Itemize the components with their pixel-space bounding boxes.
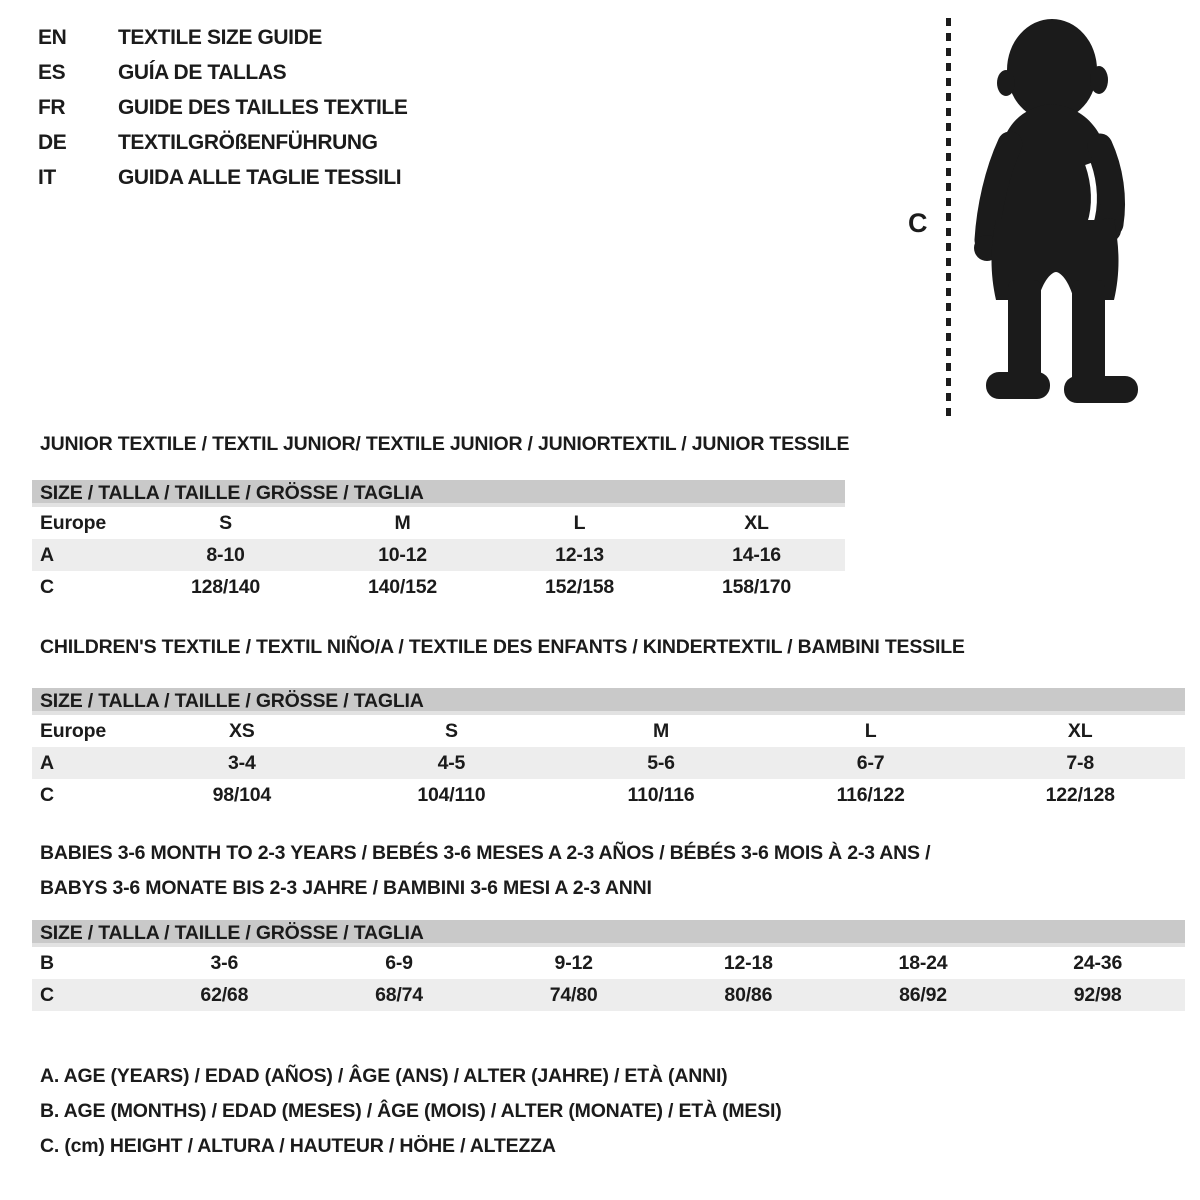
section-heading-children [32, 635, 1185, 659]
size-value: 62/68 [200, 984, 249, 1006]
table-row-c [32, 979, 1185, 1011]
size-value: 9-12 [554, 952, 593, 974]
row-label: B [40, 952, 54, 974]
size-table-babies [32, 920, 1185, 1011]
language-code: FR [38, 96, 66, 119]
size-value: 5-6 [647, 752, 675, 774]
table-row-b [32, 947, 1185, 979]
size-value: 10-12 [378, 544, 427, 566]
size-value: XL [744, 512, 769, 534]
table-row-europe [32, 507, 845, 539]
legend [32, 1059, 1185, 1164]
guide-title: GUIDA ALLE TAGLIE TESSILI [118, 166, 402, 189]
guide-title: TEXTILE SIZE GUIDE [118, 26, 322, 49]
language-title-list [38, 26, 407, 201]
size-value: 18-24 [898, 952, 948, 974]
row-label: C [40, 784, 54, 806]
heading-line: BABYS 3-6 MONATE BIS 2-3 JAHRE / BAMBINI 3-6 MESI A 2-3 ANNI [40, 877, 652, 899]
guide-title: GUIDE DES TAILLES TEXTILE [118, 96, 408, 119]
size-table-children [32, 688, 1185, 811]
section-babies [32, 836, 1185, 1011]
language-row-fr [38, 96, 407, 131]
row-label: A [40, 544, 54, 566]
size-value: 98/104 [212, 784, 272, 806]
size-value: 104/110 [417, 784, 486, 806]
legend-line: B. AGE (MONTHS) / EDAD (MESES) / ÂGE (MOIS) / ALTER (MONATE) / ETÀ (MESI) [40, 1100, 782, 1122]
row-label: Europe [40, 512, 106, 534]
size-table-junior [32, 480, 845, 603]
language-row-de [38, 131, 407, 166]
size-value: 158/170 [721, 576, 792, 598]
table-header: SIZE / TALLA / TAILLE / GRÖSSE / TAGLIA [32, 480, 845, 507]
row-label: A [40, 752, 54, 774]
size-value: S [219, 512, 232, 534]
size-value: XL [1067, 720, 1093, 742]
language-code: DE [38, 131, 67, 154]
size-value: 3-6 [210, 952, 239, 974]
language-code: IT [38, 166, 56, 189]
section-heading-junior [32, 432, 1185, 456]
size-value: 116/122 [836, 784, 905, 806]
heading-line: CHILDREN'S TEXTILE / TEXTIL NIÑO/A / TEXTILE DES ENFANTS / KINDERTEXTIL / BAMBINI TESSILE [40, 636, 965, 658]
legend-line: A. AGE (YEARS) / EDAD (AÑOS) / ÂGE (ANS) / ALTER (JAHRE) / ETÀ (ANNI) [40, 1065, 728, 1087]
size-value: 140/152 [367, 576, 438, 598]
size-value: 6-9 [385, 952, 413, 974]
table-row-c [32, 779, 1185, 811]
heading-line: BABIES 3-6 MONTH TO 2-3 YEARS / BEBÉS 3-6 MESES A 2-3 AÑOS / BÉBÉS 3-6 MOIS À 2-3 ANS / [40, 842, 931, 864]
language-code: ES [38, 61, 66, 84]
size-value: 7-8 [1066, 752, 1094, 774]
guide-title: TEXTILGRÖßENFÜHRUNG [118, 131, 378, 154]
row-label: C [40, 984, 54, 1006]
size-value: 86/92 [899, 984, 947, 1006]
section-heading-babies [32, 836, 1185, 906]
section-children [32, 635, 1185, 811]
language-row-es [38, 61, 407, 96]
size-value: 14-16 [732, 544, 781, 566]
legend-line: C. (cm) HEIGHT / ALTURA / HAUTEUR / HÖHE / ALTEZZA [40, 1135, 556, 1157]
size-value: 80/86 [724, 984, 773, 1006]
size-value: 12-13 [555, 544, 604, 566]
language-code: EN [38, 26, 67, 49]
size-value: L [864, 720, 877, 742]
toddler-silhouette-icon [962, 12, 1147, 412]
size-value: 6-7 [856, 752, 885, 774]
size-value: 8-10 [206, 544, 245, 566]
table-row-europe [32, 715, 1185, 747]
size-value: 128/140 [190, 576, 261, 598]
table-row-a [32, 539, 845, 571]
row-label: C [40, 576, 54, 598]
size-value: 110/116 [627, 784, 695, 806]
guide-title: GUÍA DE TALLAS [118, 61, 287, 84]
size-value: M [652, 720, 670, 742]
size-value: 12-18 [723, 952, 773, 974]
table-header: SIZE / TALLA / TAILLE / GRÖSSE / TAGLIA [32, 688, 1185, 715]
height-dashed-line [946, 18, 951, 416]
language-row-it [38, 166, 407, 201]
size-value: S [444, 720, 458, 742]
heading-line: JUNIOR TEXTILE / TEXTIL JUNIOR/ TEXTILE JUNIOR / JUNIORTEXTIL / JUNIOR TESSILE [40, 433, 850, 455]
size-value: 92/98 [1073, 984, 1122, 1006]
row-label: Europe [40, 720, 106, 742]
height-measure-label: C [908, 208, 928, 238]
table-header: SIZE / TALLA / TAILLE / GRÖSSE / TAGLIA [32, 920, 1185, 947]
size-value: 68/74 [375, 984, 423, 1006]
size-value: 3-4 [228, 752, 256, 774]
table-row-a [32, 747, 1185, 779]
size-value: M [394, 512, 411, 534]
size-value: 74/80 [549, 984, 598, 1006]
size-value: 122/128 [1045, 784, 1115, 806]
section-junior [32, 432, 1185, 603]
table-row-c [32, 571, 845, 603]
size-sections [32, 432, 1185, 1164]
language-row-en [38, 26, 407, 61]
size-value: 4-5 [437, 752, 466, 774]
size-value: XS [228, 720, 255, 742]
size-value: L [573, 512, 586, 534]
size-value: 152/158 [544, 576, 615, 598]
size-value: 24-36 [1073, 952, 1123, 974]
